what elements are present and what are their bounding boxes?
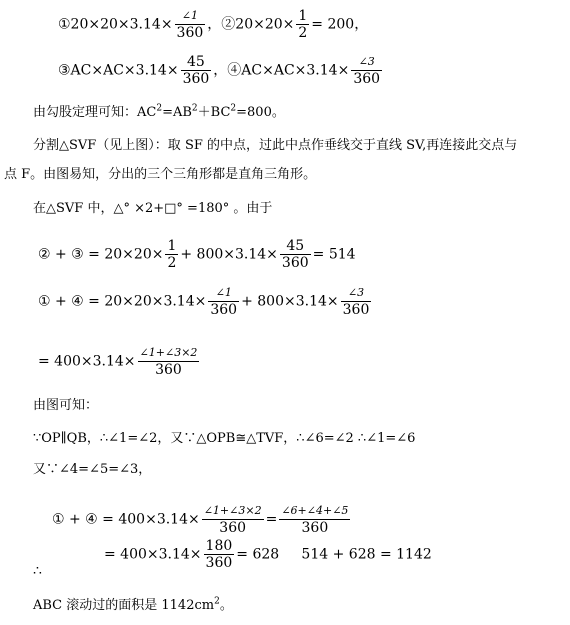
result-514: = 514 [312, 246, 356, 263]
split-line-1: 分割△SVF（见上图）：取 SF 的中点，过此中点作垂线交于直线 SV,再连接此交点与 [33, 138, 518, 153]
parallel-line: ∵OP∥QB，∴∠1=∠2，又∵△OPB≅△TVF，∴∠6=∠2 ∴∠1=∠6 [33, 431, 416, 446]
formula-line-1 [58, 8, 368, 41]
fraction-angle6-4-5-over-360: ∠6+∠4+∠5 360 [281, 504, 349, 536]
fraction-angle1-over-360-b: ∠1 360 [210, 286, 238, 318]
result-200: = 200， [311, 16, 369, 33]
from-figure-line: 由图可知： [33, 398, 99, 413]
term-3: ③AC×AC×3.14× [58, 62, 179, 79]
term-4: ，④AC×AC×3.14× [213, 62, 350, 79]
split-line-2: 点 F。由图易知，分出的三个三角形都是直角三角形。 [4, 167, 317, 182]
result-628-1142: = 628 514 + 628 = 1142 [236, 546, 432, 563]
therefore-symbol: ∴ [33, 563, 42, 579]
fraction-angle-sum-over-360: ∠1+∠3×2 360 [139, 346, 198, 378]
term-1: ①20×20×3.14× [58, 16, 173, 33]
equation-1-plus-4-angles: ① + ④ = 400×3.14× ∠1+∠3×2 360 = ∠6+∠4+∠5 360 [52, 504, 349, 536]
formula-line-2 [58, 54, 384, 87]
fraction-angle-sum-over-360-b: ∠1+∠3×2 360 [203, 504, 262, 536]
equation-1-plus-4: ① + ④ = 20×20×3.14× ∠1 360 + 800×3.14× ∠3 360 [38, 286, 370, 318]
equation-final: = 400×3.14× $\frac{180}{360}$ = 628 514 + 628 = 1142 [104, 538, 432, 571]
pythagoras-line: 由勾股定理可知：$AC^2=AB^2+BC^2=800$。 [33, 103, 285, 120]
fraction-angle3-over-360: ∠3 360 [353, 55, 381, 87]
equation-1-plus-4-simplified: = 400×3.14× ∠1+∠3×2 360 [38, 346, 198, 378]
fraction-45-over-360-b: $\frac{45}{360}$ [281, 238, 309, 271]
fraction-angle1-over-360: ∠1 360 [176, 9, 204, 41]
triangle-line: 在△SVF 中，△° ×2+□° =180° 。由于 [33, 201, 273, 216]
conclusion-line: ABC 滚动过的面积是 $1142cm^2$。 [33, 596, 233, 613]
fraction-angle3-over-360-b: ∠3 360 [342, 286, 370, 318]
fraction-one-half: $\frac{1}{2}$ [298, 8, 308, 41]
term-2: ，②20×20× [207, 16, 295, 33]
fraction-45-over-360: $\frac{45}{360}$ [182, 54, 210, 87]
equation-2-plus-3: ② + ③ = 20×20× $\frac{1}{2}$ + 800×3.14× $\frac{45}{360}$ = 514 [38, 238, 356, 271]
fraction-one-half-b: $\frac{1}{2}$ [167, 238, 177, 271]
also-line: 又∵∠4=∠5=∠3， [33, 462, 152, 477]
fraction-180-over-360: $\frac{180}{360}$ [205, 538, 233, 571]
